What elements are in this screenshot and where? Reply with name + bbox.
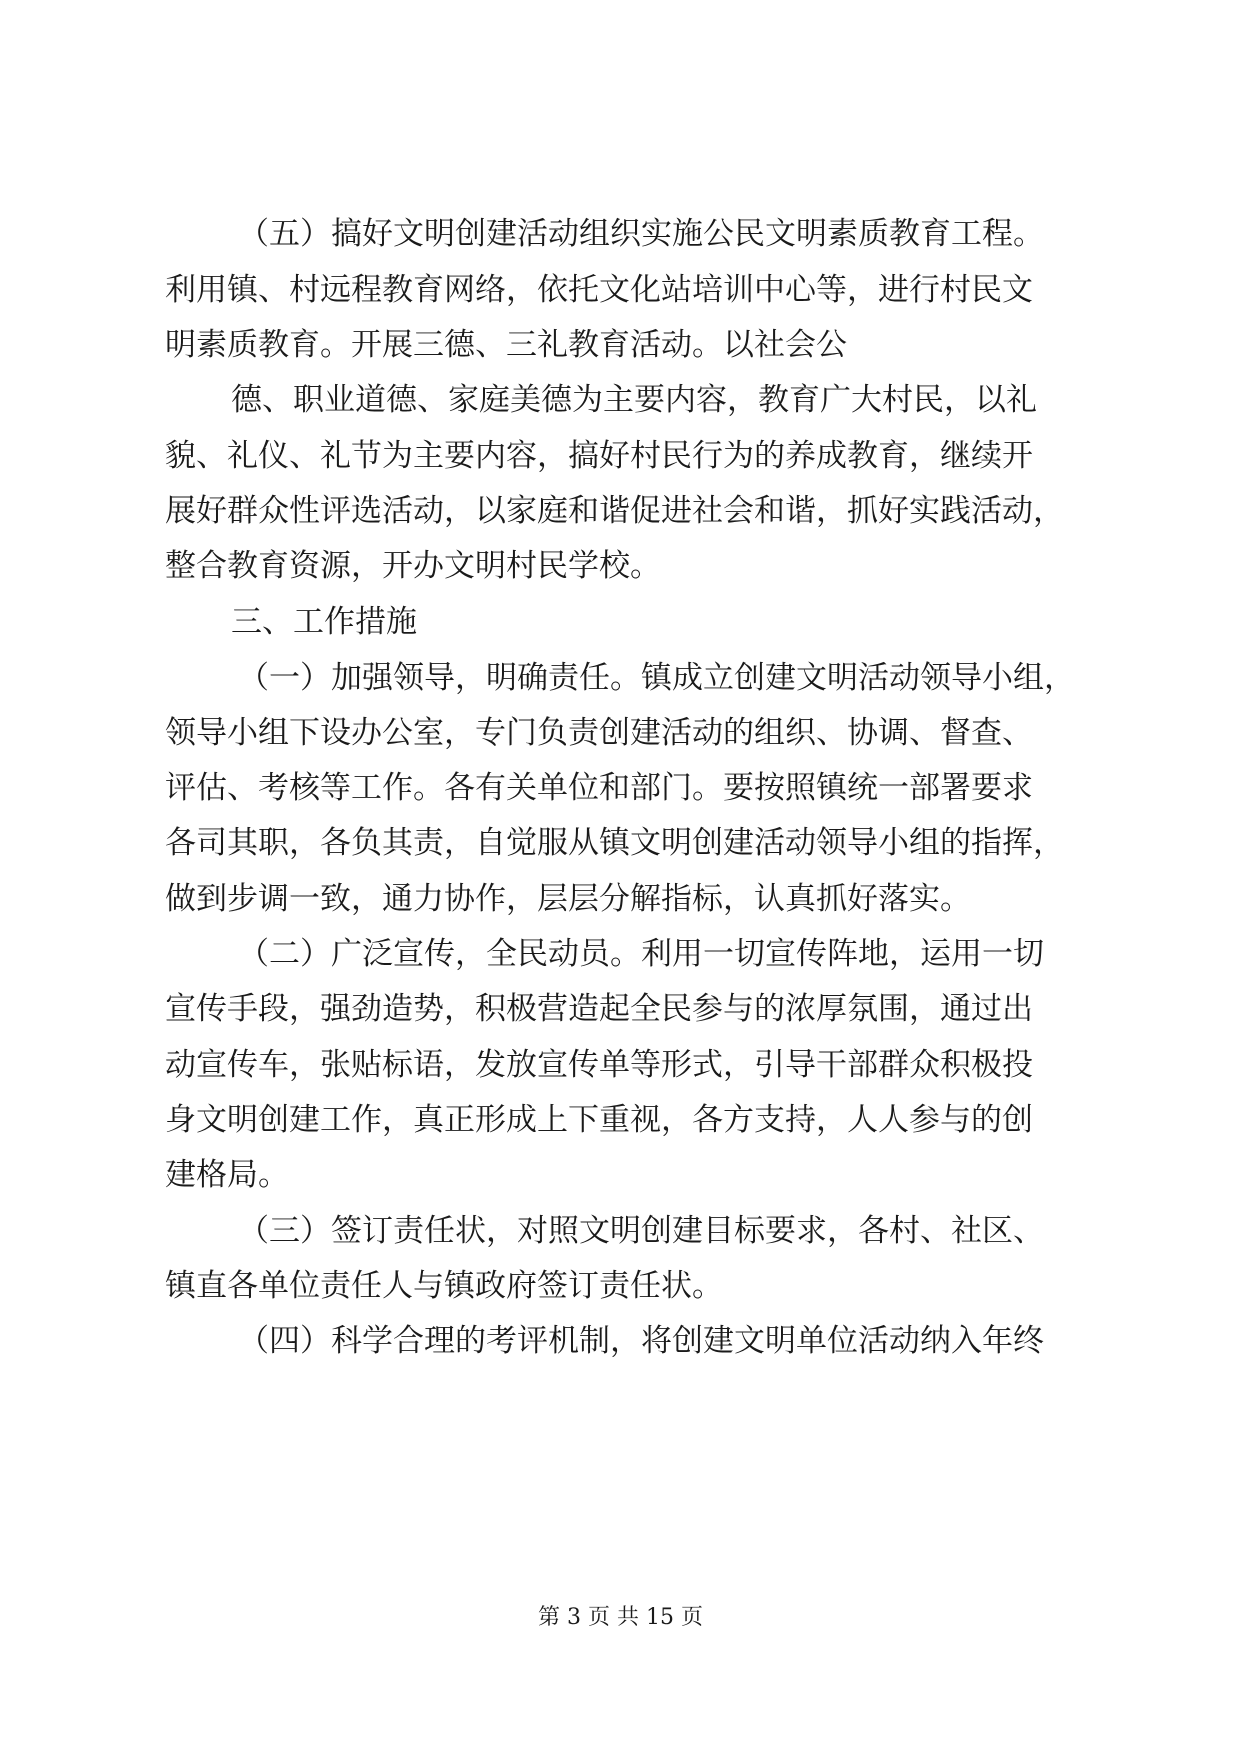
paragraph-line: （五）搞好文明创建活动组织实施公民文明素质教育工程。 bbox=[238, 216, 1044, 252]
paragraph-line: 明素质教育。开展三德、三礼教育活动。以社会公 bbox=[165, 327, 847, 363]
paragraph-line: 建格局。 bbox=[165, 1157, 289, 1193]
paragraph-line: 动宣传车，张贴标语，发放宣传单等形式，引导干部群众积极投 bbox=[165, 1047, 1033, 1083]
paragraph-line: （四）科学合理的考评机制，将创建文明单位活动纳入年终 bbox=[238, 1323, 1044, 1359]
paragraph-line: （一）加强领导，明确责任。镇成立创建文明活动领导小组， bbox=[238, 660, 1075, 696]
paragraph-line: 利用镇、村远程教育网络，依托文化站培训中心等，进行村民文 bbox=[165, 272, 1033, 308]
page-number-footer: 第 3 页 共 15 页 bbox=[538, 1605, 703, 1630]
paragraph-line: 整合教育资源，开办文明村民学校。 bbox=[165, 548, 661, 584]
paragraph-line: 展好群众性评选活动，以家庭和谐促进社会和谐，抓好实践活动， bbox=[165, 493, 1064, 529]
paragraph-line: （三）签订责任状，对照文明创建目标要求，各村、社区、 bbox=[238, 1213, 1044, 1249]
paragraph-line: （二）广泛宣传，全民动员。利用一切宣传阵地，运用一切 bbox=[238, 936, 1044, 972]
paragraph-line: 做到步调一致，通力协作，层层分解指标，认真抓好落实。 bbox=[165, 881, 971, 917]
paragraph-line: 身文明创建工作，真正形成上下重视，各方支持，人人参与的创 bbox=[165, 1102, 1033, 1138]
paragraph-line: 德、职业道德、家庭美德为主要内容，教育广大村民，以礼 bbox=[231, 382, 1037, 418]
paragraph-line: 领导小组下设办公室，专门负责创建活动的组织、协调、督查、 bbox=[165, 715, 1033, 751]
paragraph-line: 镇直各单位责任人与镇政府签订责任状。 bbox=[165, 1268, 723, 1304]
paragraph-line: 宣传手段，强劲造势，积极营造起全民参与的浓厚氛围，通过出 bbox=[165, 991, 1033, 1027]
paragraph-line: 貌、礼仪、礼节为主要内容，搞好村民行为的养成教育，继续开 bbox=[165, 438, 1033, 474]
section-heading: 三、工作措施 bbox=[231, 604, 417, 640]
paragraph-line: 评估、考核等工作。各有关单位和部门。要按照镇统一部署要求 bbox=[165, 770, 1033, 806]
paragraph-line: 各司其职，各负其责，自觉服从镇文明创建活动领导小组的指挥， bbox=[165, 825, 1064, 861]
